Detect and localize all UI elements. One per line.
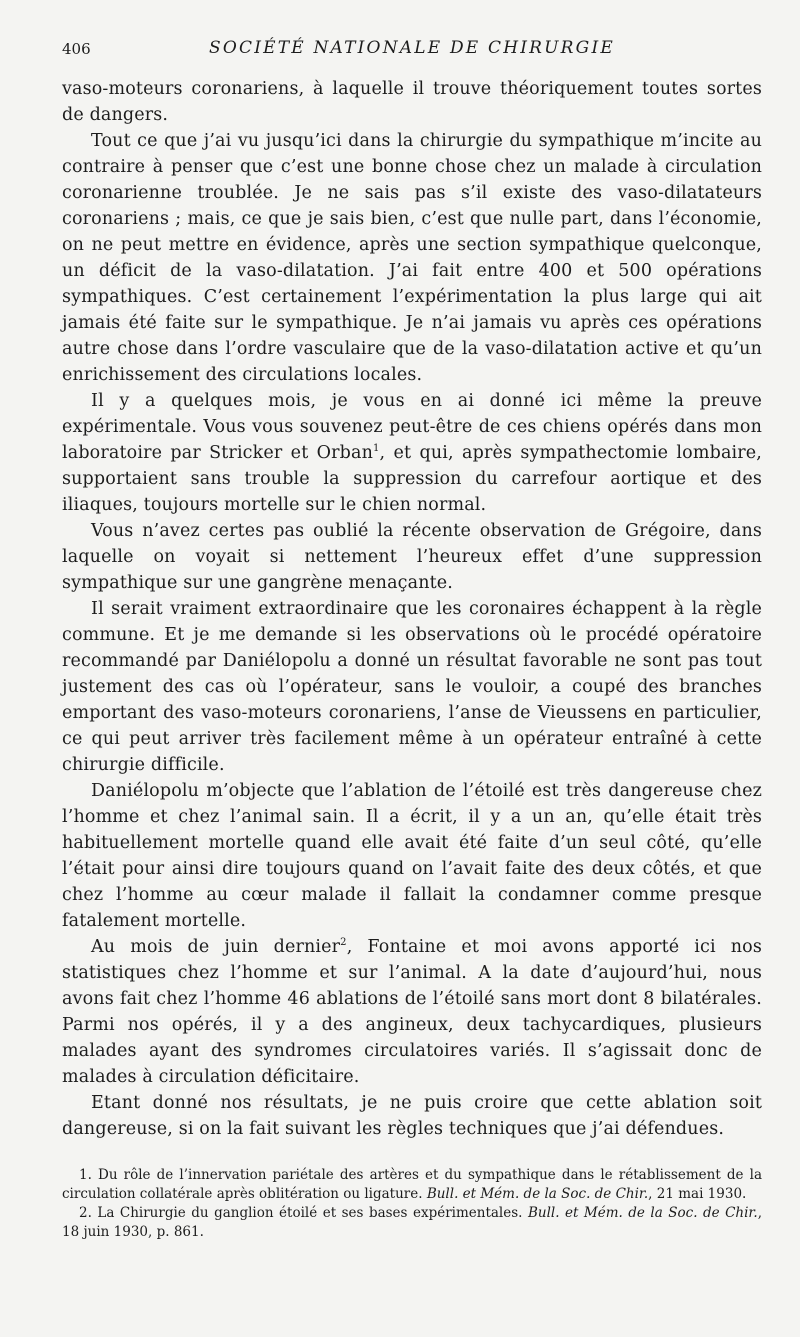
- footnote-reference: Bull. et Mém. de la Soc. de Chir.: [527, 1205, 758, 1221]
- paragraph: Il serait vraiment extraordinaire que les coronaires échappent à la règle commune. Et je me demande si les observations où le procédé opératoire recommandé par Daniélopolu a donné un résultat favorable ne sont pas tout justement des cas où l’opérateur, sans le vouloir, a coupé des branches emportant des vaso-moteurs coronariens, l’anse de Vieussens en particulier, ce qui peut arriver très facilement même à un opérateur entraîné à cette chirurgie difficile.: [62, 599, 762, 775]
- paragraph: Vous n’avez certes pas oublié la récente observation de Grégoire, dans laquelle on voyait si nettement l’heureux effet d’une suppression sympathique sur une gangrène menaçante.: [62, 521, 762, 593]
- footnote-text: 1. Du rôle de l’innervation pariétale des artères et du sympathique dans le rétablissement de la circulation collatérale après oblitération ou ligature.: [62, 1167, 762, 1202]
- running-head: [62, 38, 762, 68]
- paragraph: [62, 388, 762, 518]
- paragraph: Etant donné nos résultats, je ne puis croire que cette ablation soit dangereuse, si on la fait suivant les règles techniques que j’ai défendues.: [62, 1093, 762, 1139]
- paragraph-text: , et qui, après sympathectomie lombaire, supportaient sans trouble la suppression du carrefour aortique et des iliaques, toujours mortelle sur le chien normal.: [62, 443, 763, 515]
- page-number: 406: [62, 40, 91, 58]
- footnote-tail: , 18 juin 1930, p. 861.: [62, 1205, 762, 1240]
- journal-title: SOCIÉTÉ NATIONALE DE CHIRURGIE: [209, 38, 615, 58]
- paragraph-text: Il y a quelques mois, je vous en ai donné ici même la preuve expérimentale. Vous vous souvenez peut-être de ces chiens opérés dans mon laboratoire par Stricker et Orban: [62, 391, 762, 463]
- paragraph-text: , Fontaine et moi avons apporté ici nos statistiques chez l’homme et sur l’animal. A la date d’aujourd’hui, nous avons fait chez l’homme 46 ablations de l’étoilé sans mort dont 8 bilatérales. Parmi nos opérés, il y a des angineux, deux tachycardiques, plusieurs malades ayant des syndromes circulatoires variés. Il s’agissait donc de malades à circulation déficitaire.: [62, 937, 762, 1087]
- footnote-mark: 1: [373, 443, 380, 455]
- body-text: [62, 76, 762, 1142]
- paragraph: Tout ce que j’ai vu jusqu’ici dans la chirurgie du sympathique m’incite au contraire à penser que c’est une bonne chose chez un malade à circulation coronarienne troublée. Je ne sais pas s’il existe des vaso-dilatateurs coronariens ; mais, ce que je sais bien, c’est que nulle part, dans l’économie, on ne peut mettre en évidence, après une section sympathique quelconque, un déficit de la vaso-dilatation. J’ai fait entre 400 et 500 opérations sympathiques. C’est certainement l’expérimentation la plus large qui ait jamais été faite sur le sympathique. Je n’ai jamais vu après ces opérations autre chose dans l’ordre vasculaire que de la vaso-dilatation active et qu’un enrichissement des circulations locales.: [62, 131, 762, 385]
- footnotes: [62, 1166, 762, 1242]
- footnote-tail: , 21 mai 1930.: [648, 1186, 747, 1202]
- footnote: [62, 1204, 762, 1242]
- paragraph: vaso-moteurs coronariens, à laquelle il trouve théoriquement toutes sortes de dangers.: [62, 79, 762, 125]
- paragraph-text: Au mois de juin dernier: [91, 937, 341, 957]
- footnote-text: 2. La Chirurgie du ganglion étoilé et ses bases expérimentales.: [79, 1205, 528, 1221]
- footnote-reference: Bull. et Mém. de la Soc. de Chir.: [426, 1186, 649, 1202]
- paragraph: Daniélopolu m’objecte que l’ablation de l’étoilé est très dangereuse chez l’homme et chez l’animal sain. Il a écrit, il y a un an, qu’elle était très habituellement mortelle quand elle avait été faite d’un seul côté, qu’elle l’était pour ainsi dire toujours quand on l’avait faite des deux côtés, et que chez l’homme au cœur malade il fallait la condamner comme presque fatalement mortelle.: [62, 781, 762, 931]
- footnote-mark: 2: [340, 937, 347, 949]
- document-page: [62, 38, 762, 1242]
- footnote: [62, 1166, 762, 1204]
- paragraph: [62, 934, 762, 1090]
